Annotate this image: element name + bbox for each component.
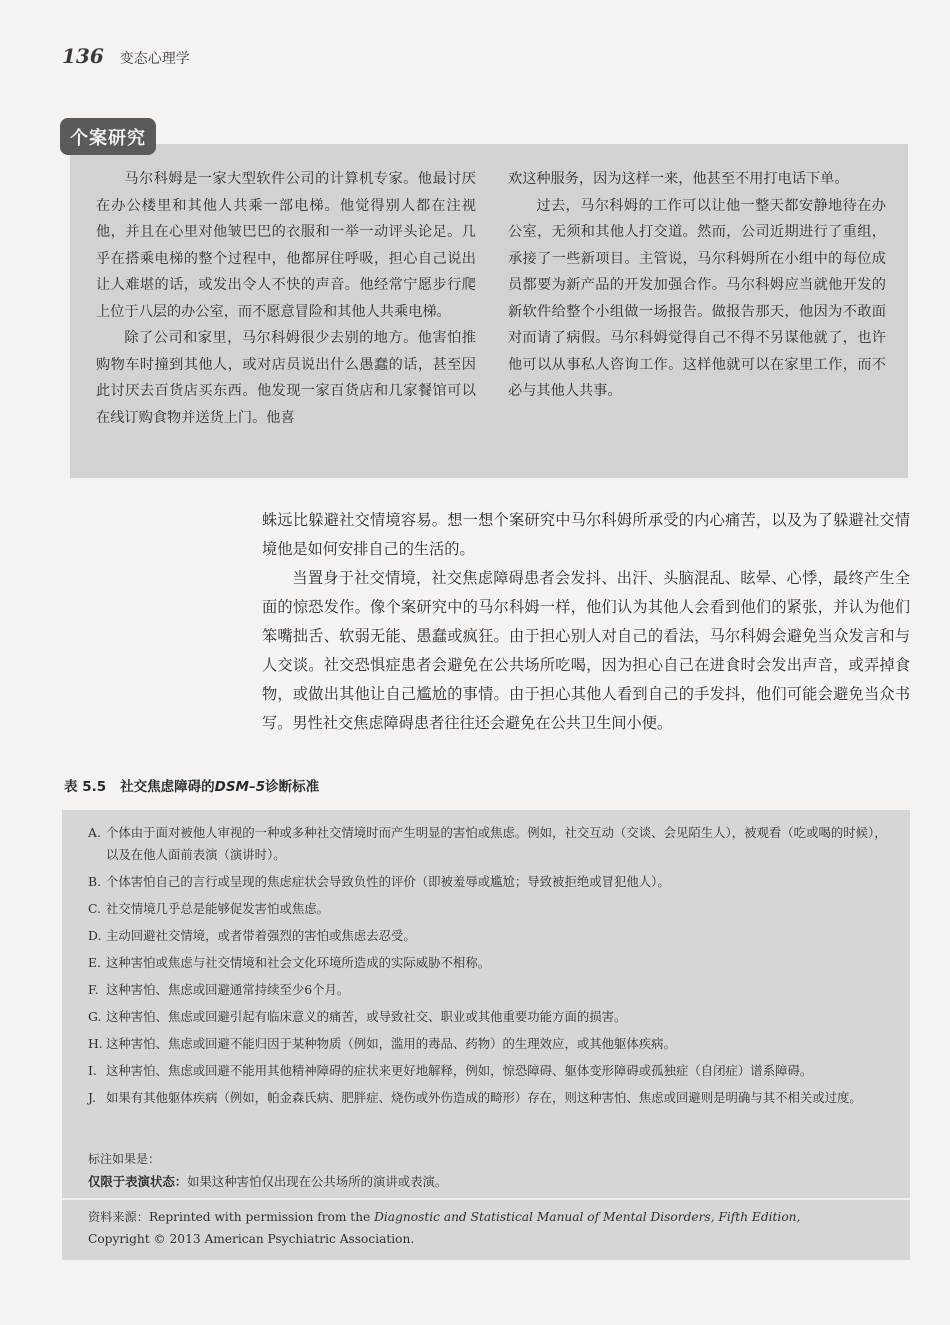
page-number: 136 xyxy=(62,44,104,68)
table-title-dsm: DSM–5 xyxy=(214,779,266,795)
page-header xyxy=(62,44,190,68)
criterion-f: F. 这种害怕、焦虑或回避通常持续至少6个月。 xyxy=(88,982,350,997)
body-paragraph: 蛛远比躲避社交情境容易。想一想个案研究中马尔科姆所承受的内心痛苦，以及为了躲避社交情境他是如何安排自己的生活的。 xyxy=(262,511,910,558)
criterion-g: G. 这种害怕、焦虑或回避引起有临床意义的痛苦，或导致社交、职业或其他重要功能方面的损害。 xyxy=(88,1009,627,1024)
case-study-left-column xyxy=(96,166,476,431)
table-caption xyxy=(64,775,319,795)
body-paragraph: 当置身于社交情境，社交焦虑障碍患者会发抖、出汗、头脑混乱、眩晕、心悸，最终产生全面的惊恐发作。像个案研究中的马尔科姆一样，他们认为其他人会看到他们的紧张，并认为他们笨嘴拙舌、软弱无能、愚蠢或疯狂。由于担心别人对自己的看法，马尔科姆会避免当众发言和与人交谈。社交恐惧症患者会避免在公共场所吃喝，因为担心自己在进食时会发出声音，或弄掉食物，或做出其他让自己尴尬的事情。由于担心其他人看到自己的手发抖，他们可能会避免当众书写。男性社交焦虑障碍患者往往还会避免在公共卫生间小便。 xyxy=(262,569,910,732)
source-note xyxy=(88,1206,888,1250)
table-divider xyxy=(62,1198,910,1200)
table-number: 表 5.5 xyxy=(64,779,107,795)
criterion-c: C. 社交情境几乎总是能够促发害怕或焦虑。 xyxy=(88,901,330,916)
criteria-list xyxy=(88,822,888,1114)
source-text: Reprinted with permission from the xyxy=(148,1210,375,1224)
criterion-e: E. 这种害怕或焦虑与社交情境和社会文化环境所造成的实际威胁不相称。 xyxy=(88,955,491,970)
criterion-a: A. 个体由于面对被他人审视的一种或多种社交情境时而产生明显的害怕或焦虑。例如，社交互动（交谈、会见陌生人），被观看（吃或喝的时候），以及在他人面前表演（演讲时）。 xyxy=(88,825,887,862)
specifier-text: 如果这种害怕仅出现在公共场所的演讲或表演。 xyxy=(187,1174,448,1189)
case-paragraph: 马尔科姆是一家大型软件公司的计算机专家。他最讨厌在办公楼里和其他人共乘一部电梯。他觉得别人都在注视他，并且在心里对他皱巴巴的衣服和一举一动评头论足。几乎在搭乘电梯的整个过程中，他都屏住呼吸，担心自己说出让人难堪的话，或发出令人不快的声音。他经常宁愿步行爬上位于八层的办公室，而不愿意冒险和其他人共乘电梯。 xyxy=(96,171,476,320)
specify-label: 标注如果是： xyxy=(88,1152,161,1166)
running-title: 变态心理学 xyxy=(119,51,190,67)
case-study-right-column xyxy=(508,166,886,405)
copyright: Copyright © 2013 American Psychiatric Association. xyxy=(88,1232,415,1246)
criterion-d: D. 主动回避社交情境，或者带着强烈的害怕或焦虑去忍受。 xyxy=(88,928,416,943)
case-paragraph: 除了公司和家里，马尔科姆很少去别的地方。他害怕推购物车时撞到其他人，或对店员说出什么愚蠢的话，甚至因此讨厌去百货店买东西。他发现一家百货店和几家餐馆可以在线订购食物并送货上门。他喜 xyxy=(96,330,476,426)
specifier-bold: 仅限于表演状态： xyxy=(88,1174,188,1189)
criterion-b: B. 个体害怕自己的言行或呈现的焦虑症状会导致负性的评价（即被羞辱或尴尬；导致被拒绝或冒犯他人）。 xyxy=(88,874,670,889)
case-paragraph: 欢这种服务，因为这样一来，他甚至不用打电话下单。 xyxy=(508,171,849,187)
criterion-h: H. 这种害怕、焦虑或回避不能归因于某种物质（例如，滥用的毒品、药物）的生理效应，或其他躯体疾病。 xyxy=(88,1036,676,1051)
source-title: Diagnostic and Statistical Manual of Mental Disorders, Fifth Edition, xyxy=(374,1210,801,1224)
case-paragraph: 过去，马尔科姆的工作可以让他一整天都安静地待在办公室，无须和其他人打交道。然而，公司近期进行了重组，承接了一些新项目。主管说，马尔科姆所在小组中的每位成员都要为新产品的开发加强合作。马尔科姆应当就他开发的新软件给整个小组做一场报告。做报告那天，他因为不敢面对而请了病假。马尔科姆觉得自己不得不另谋他就了，也许他可以从事私人咨询工作。这样他就可以在家里工作，而不必与其他人共事。 xyxy=(508,197,886,399)
source-label: 资料来源： xyxy=(88,1210,149,1224)
table-title-suffix: 诊断标准 xyxy=(265,779,320,795)
criterion-j: J. 如果有其他躯体疾病（例如，帕金森氏病、肥胖症、烧伤或外伤造成的畸形）存在，则这种害怕、焦虑或回避则是明确与其不相关或过度。 xyxy=(88,1090,862,1105)
criterion-i: I. 这种害怕、焦虑或回避不能用其他精神障碍的症状来更好地解释，例如，惊恐障碍、躯体变形障碍或孤独症（自闭症）谱系障碍。 xyxy=(88,1063,813,1078)
case-study-tag: 个案研究 xyxy=(60,118,156,155)
specifier-line xyxy=(88,1172,447,1190)
body-text xyxy=(262,506,910,738)
table-title-prefix: 社交焦虑障碍的 xyxy=(120,779,215,795)
